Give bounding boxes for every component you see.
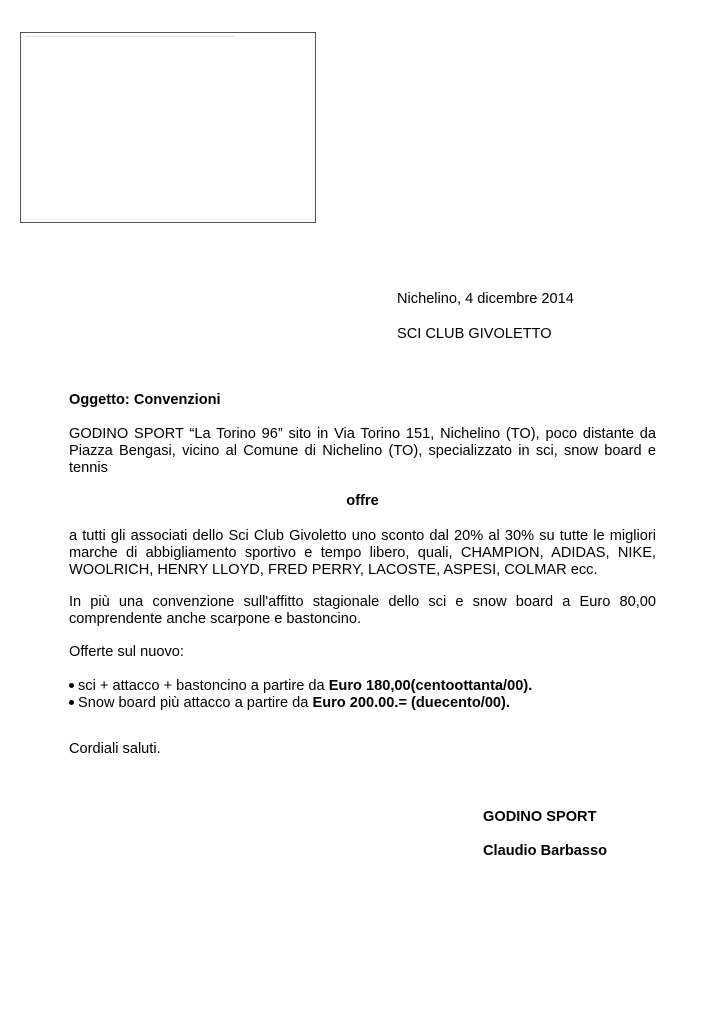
bullet-icon: [69, 683, 74, 688]
list-item: [69, 695, 532, 712]
list-item: [69, 678, 532, 695]
letterhead-logo-box: [20, 32, 316, 223]
signature-name: Claudio Barbasso: [483, 843, 608, 859]
offer-price: Euro 180,00(centoottanta/00).: [328, 678, 533, 694]
intro-paragraph: GODINO SPORT “La Torino 96” sito in Via Torino 151, Nichelino (TO), poco distante da Piazza Bengasi, vicino al Comune di Nichelino (TO), specializzato in sci, snow board e tennis: [69, 426, 656, 476]
offer-text: Snow board più attacco a partire da: [78, 695, 313, 711]
recipient: SCI CLUB GIVOLETTO: [397, 326, 552, 342]
new-offers-intro: Offerte sul nuovo:: [69, 644, 184, 660]
offer-price: Euro 200.00.= (duecento/00).: [312, 695, 510, 711]
offers-list: [69, 678, 532, 712]
offer-text: sci + attacco + bastoncino a partire da: [78, 678, 329, 694]
signature-company: GODINO SPORT: [483, 809, 597, 825]
rental-paragraph: In più una convenzione sull'affitto stagionale dello sci e snow board a Euro 80,00 comprendente anche scarpone e bastoncino.: [69, 594, 656, 627]
subject-line: Oggetto: Convenzioni: [69, 392, 221, 408]
date-line: Nichelino, 4 dicembre 2014: [397, 291, 574, 307]
bullet-icon: [69, 700, 74, 705]
logo-placeholder-line: [25, 36, 235, 37]
discount-paragraph: a tutti gli associati dello Sci Club Givoletto uno sconto dal 20% al 30% su tutte le migliori marche di abbigliamento sportivo e tempo libero, quali, CHAMPION, ADIDAS, NIKE, WOOLRICH, HENRY LLOYD, FRED PERRY, LACOSTE, ASPESI, COLMAR ecc.: [69, 528, 656, 578]
offer-heading: offre: [346, 493, 379, 509]
closing-greeting: Cordiali saluti.: [69, 741, 161, 757]
